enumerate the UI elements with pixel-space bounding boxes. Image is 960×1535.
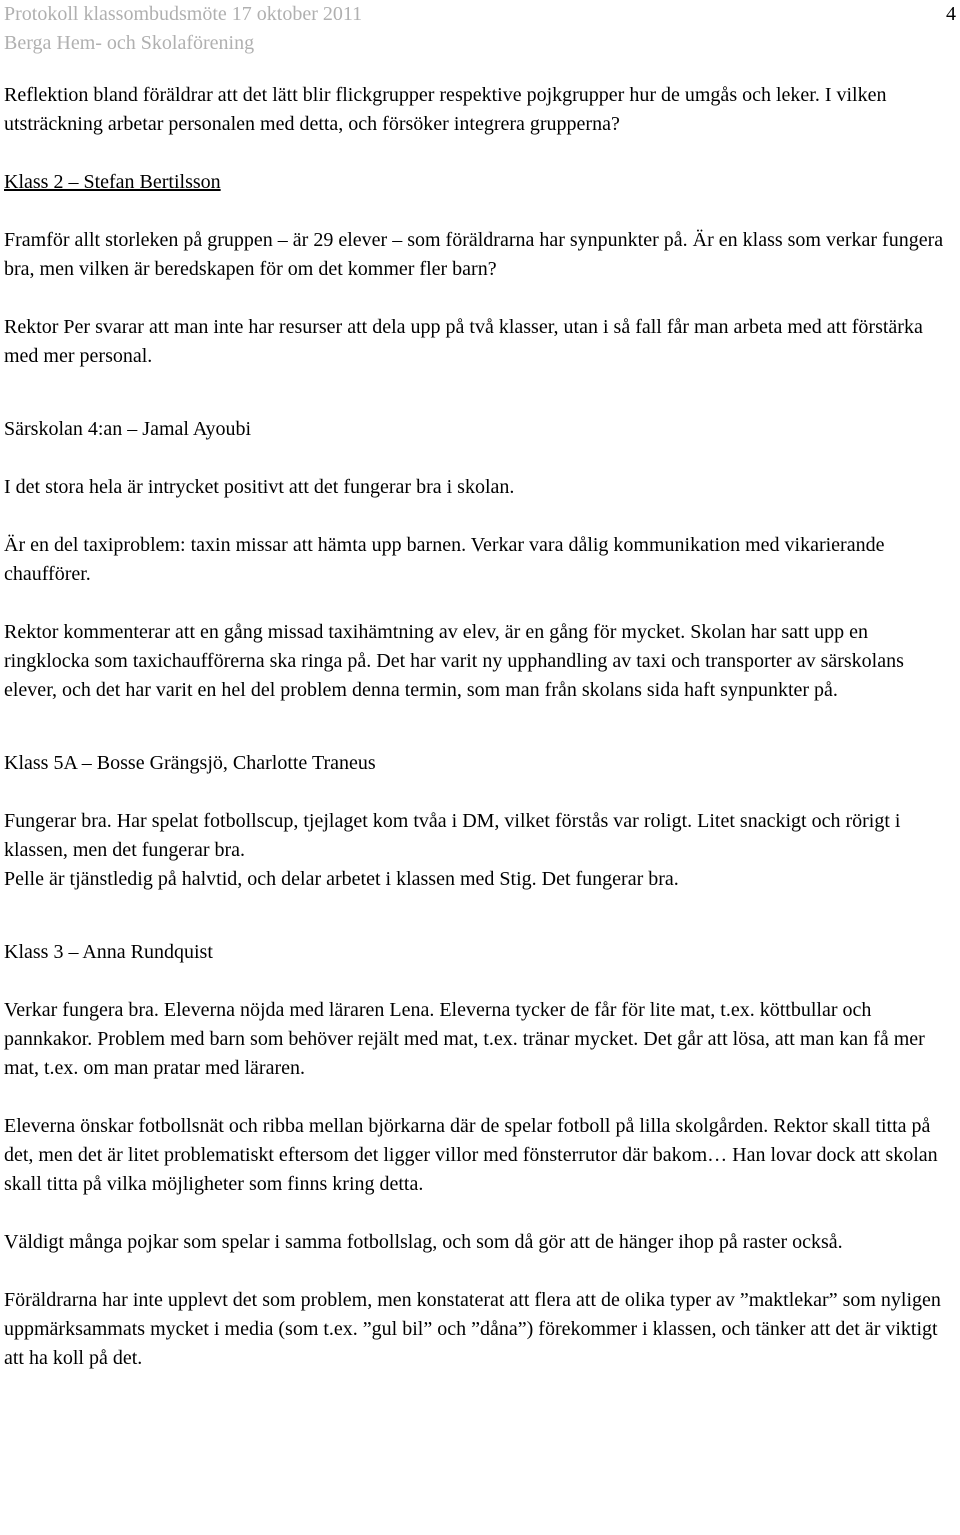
paragraph-klass-3-mat: Verkar fungera bra. Eleverna nöjda med läraren Lena. Eleverna tycker de får för lite mat, t.ex. köttbullar och pannkakor. Problem med barn som behöver rejält med mat, t.ex. tränar mycket. Det går att lösa, att man kan få mer mat, t.ex. om man pratar med läraren. bbox=[4, 999, 925, 1079]
paragraph-klass-5a-fungerar: Fungerar bra. Har spelat fotbollscup, tjejlaget kom tvåa i DM, vilket förstås var roligt. Litet snackigt och rörigt i klassen, men det fungerar bra. bbox=[4, 810, 901, 861]
section-heading-klass-5a: Klass 5A – Bosse Grängsjö, Charlotte Traneus bbox=[4, 752, 376, 774]
paragraph-sarskolan-taxi: Är en del taxiproblem: taxin missar att hämta upp barnen. Verkar vara dålig kommunikation med vikarierande chaufförer. bbox=[4, 534, 885, 585]
document-title: Protokoll klassombudsmöte 17 oktober 2011 bbox=[4, 3, 363, 25]
paragraph-reflection: Reflektion bland föräldrar att det lätt blir flickgrupper respektive pojkgrupper hur de umgås och leker. I vilken utsträckning arbetar personalen med detta, och försöker integrera grupperna? bbox=[4, 84, 887, 135]
section-heading-sarskolan: Särskolan 4:an – Jamal Ayoubi bbox=[4, 418, 252, 440]
paragraph-klass-3-fotbollslag: Väldigt många pojkar som spelar i samma fotbollslag, och som då gör att de hänger ihop på raster också. bbox=[4, 1231, 843, 1253]
document-body bbox=[4, 81, 954, 1373]
paragraph-sarskolan-rektor: Rektor kommenterar att en gång missad taxihämtning av elev, är en gång för mycket. Skolan har satt upp en ringklocka som taxichaufförerna ska ringa på. Det har varit ny upphandling av taxi och transporter av särskolans elever, och det har varit en hel del problem denna termin, som man från skolans sida haft synpunkter på. bbox=[4, 621, 904, 701]
section-heading-klass-3: Klass 3 – Anna Rundquist bbox=[4, 941, 213, 963]
section-heading-klass-2: Klass 2 – Stefan Bertilsson bbox=[4, 171, 221, 193]
page-number: 4 bbox=[946, 3, 956, 25]
paragraph-klass-3-fotbollsnat: Eleverna önskar fotbollsnät och ribba mellan björkarna där de spelar fotboll på lilla skolgården. Rektor skall titta på det, men det är litet problematiskt eftersom det ligger villor med fönsterrutor där bakom… Han lovar dock att skolan skall titta på vilka möjligheter som finns kring detta. bbox=[4, 1115, 938, 1195]
paragraph-klass-2-size: Framför allt storleken på gruppen – är 29 elever – som föräldrarna har synpunkter på. Är en klass som verkar fungera bra, men vilken är beredskapen för om det kommer fler barn? bbox=[4, 229, 944, 280]
page-header bbox=[4, 0, 956, 58]
organization-name: Berga Hem- och Skolaförening bbox=[4, 32, 255, 54]
paragraph-klass-5a-pelle: Pelle är tjänstledig på halvtid, och delar arbetet i klassen med Stig. Det fungerar bra. bbox=[4, 868, 679, 890]
paragraph-klass-2-rektor: Rektor Per svarar att man inte har resurser att dela upp på två klasser, utan i så fall får man arbeta med att förstärka med mer personal. bbox=[4, 316, 923, 367]
paragraph-klass-3-maktlekar: Föräldrarna har inte upplevt det som problem, men konstaterat att flera att de olika typer av ”maktlekar” som nyligen uppmärksammats mycket i media (som t.ex. ”gul bil” och ”dåna”) förekommer i klassen, och tänker att det är viktigt att ha koll på det. bbox=[4, 1289, 941, 1369]
paragraph-sarskolan-positive: I det stora hela är intrycket positivt att det fungerar bra i skolan. bbox=[4, 476, 515, 498]
